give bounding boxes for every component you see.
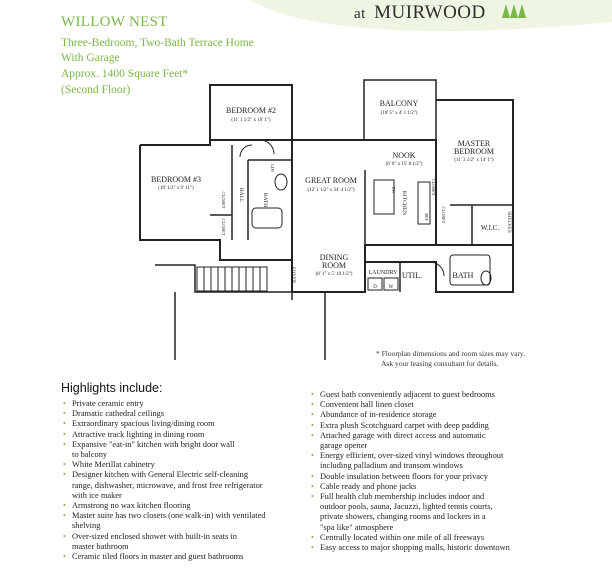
plan-subtitle-1: Three-Bedroom, Two-Bath Terrace Home [61,37,254,49]
highlight-line: • Ceramic tiled floors in master and guest bathrooms [72,552,244,562]
floorplan-note [376,349,525,368]
dining-label-2: ROOM [321,261,347,270]
ref-label: REF [424,213,429,221]
highlight-line: including palladium and transom windows [320,461,463,471]
highlight-item [62,470,312,501]
highlight-line: • Guest bath conveniently adjacent to guest bedrooms [320,390,495,399]
highlight-item [62,399,312,409]
highlight-item [310,421,610,431]
highlight-line: shelving [72,521,101,531]
kitchen-label: KITCHEN [401,190,407,216]
highlight-line: • Double insulation between floors for your privacy [320,471,488,481]
util-label: UTIL. [401,271,423,280]
closet-label-4: CLOSET [441,206,446,224]
highlight-line: • White Merillat cabinetry [72,460,155,470]
brand-name: MUIRWOOD [374,2,486,23]
highlight-item [310,543,610,553]
bedroom3-dim: (10' 1/2" x 9' 11") [158,186,194,191]
highlight-item [310,472,610,482]
highlights-title: Highlights include: [61,381,163,395]
highlight-item [310,431,610,451]
highlight-item [62,409,312,419]
plan-subtitle-4: (Second Floor) [61,84,131,96]
highlight-item [62,460,312,470]
highlight-line: • Armstrong no wax kitchen flooring [72,501,191,511]
highlight-line: • Abundance of in-residence storage [320,410,437,420]
highlight-item [62,552,312,562]
highlight-line: • Easy access to major shopping malls, historic downtown [320,543,510,553]
highlight-line: • Expansive "eat-in" kitchen with bright door wall [72,439,235,449]
highlight-line: outdoor pools, sauna, Jacuzzi, lighted tennis courts, [320,502,493,512]
highlight-line: to balcony [72,450,108,460]
west-wall [140,145,292,260]
note-line-1: * Floorplan dimensions and room sizes may vary. [376,349,526,358]
dining-dim: (8' 1" x 5' 10 1/2") [315,272,353,277]
highlight-item [310,451,610,471]
balcony-walls [364,80,436,140]
highlight-line: • Centrally located within one mile of all freeways [320,532,484,542]
great-room-label: GREAT ROOM [305,176,357,185]
closet-label-2: CLOSET [221,218,226,236]
master-dim: (11' 3 1/2" x 14' 1") [454,158,494,163]
highlight-item [62,511,312,531]
highlight-item [62,419,312,429]
highlight-item [310,492,610,533]
plan-name: WILLOW NEST [61,14,168,30]
highlight-line: • Cable ready and phone jacks [320,481,417,491]
great-room-dim: (12' 1 1/2" x 34' 4 1/2") [307,188,355,193]
highlight-line: • Extra plush Scotchguard carpet with deep padding [320,420,489,430]
nook-label: NOOK [392,151,416,160]
shelves-label: SHELVES [506,211,511,233]
closet-label-3: CLOSET [431,178,436,196]
dining-label-1: DINING [319,253,349,262]
master-walls [436,100,513,245]
highlight-line: private showers, changing rooms and lockers in a [320,512,486,522]
washer-label: W [388,285,394,290]
linen-label: LIN [270,164,275,172]
highlight-item [62,532,312,552]
dw-label: DW [391,186,396,194]
dryer-label: D [373,285,377,290]
highlight-line: • Designer kitchen with General Electric self-cleaning [72,470,249,480]
foyer-label: FOYER [290,266,295,284]
highlight-line: • Convenient hall linen closet [320,400,414,410]
highlight-item [310,390,610,400]
balcony-label: BALCONY [379,99,419,108]
highlight-line: • Attached garage with direct access and automatic [320,430,486,440]
highlight-item [310,410,610,420]
highlight-line: with ice maker [72,490,122,500]
bedroom2-label: BEDROOM #2 [225,106,277,115]
plan-subtitle-2: With Garage [61,52,120,64]
highlight-line: master bathroom [72,541,129,551]
nook-dim: (6' 6" x 15' 8 1/2") [385,162,423,167]
highlight-line: garage opener [320,441,368,451]
highlight-line: "spa like" atmosphere [320,522,394,532]
highlight-line: • Attractive track lighting in dining room [72,429,205,439]
highlight-line: • Over-sized enclosed shower with built-in seats in [72,531,237,541]
highlight-line: • Full health club membership includes indoor and [320,492,485,502]
highlight-item [310,482,610,492]
note-line-2: Ask your leasing consultant for details. [381,358,499,368]
highlight-item [310,533,610,543]
highlight-line: • Energy efficient, over-sized vinyl windows throughout [320,451,504,461]
closet-label-1: CLOSET [221,191,226,209]
bedroom2-dim: (11' 1 1/2" x 10' 1") [231,118,271,123]
highlights-left-list [62,399,312,562]
highlight-item [62,440,312,460]
highlights-right-list [310,390,610,553]
highlight-line: range, dishwasher, microwave, and frost free refrigerator [72,480,263,490]
highlight-item [62,430,312,440]
master-bath-label: BATH [452,271,474,280]
bedroom3-top [140,140,210,145]
highlight-item [310,400,610,410]
plan-subtitle-3: Approx. 1400 Square Feet* [61,68,189,80]
highlight-line: • Master suite has two closets (one walk-in) with ventilated [72,511,266,521]
bath-label: BATH [262,192,268,208]
master-label-2: BEDROOM [453,147,495,156]
hall-label: HALL [238,187,244,203]
highlight-item [62,501,312,511]
brand-at: at [354,6,366,22]
master-label-1: MASTER [457,139,491,148]
bedroom3-label: BEDROOM #3 [150,175,202,184]
highlight-line: • Dramatic cathedral ceilings [72,409,165,419]
highlight-line: • Private ceramic entry [72,399,144,408]
balcony-dim: (10' 5" x 4' 1 1/2") [380,111,418,116]
highlight-line: • Extraordinary spacious living/dining room [72,419,215,429]
wic-label: W.I.C. [480,224,500,232]
laundry-label: LAUNDRY [368,270,398,276]
